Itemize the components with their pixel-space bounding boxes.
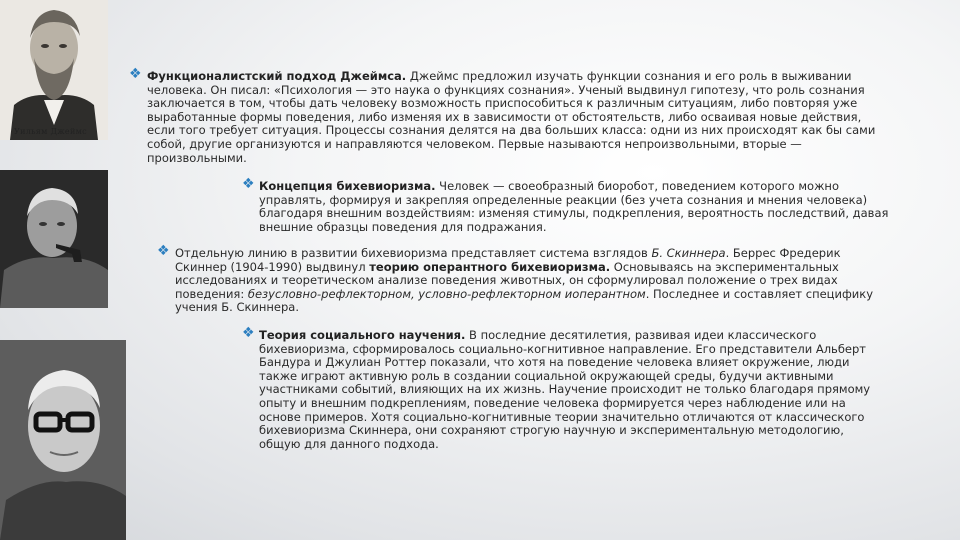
block-text: . Беррес Фредерик Скиннер (1904-1990) выдвинул [175,246,841,274]
bullet-icon: ❖ [242,325,255,341]
text-block-james [147,70,892,165]
block-heading: Концепция бихевиоризма. [259,179,436,193]
bullet-icon: ❖ [242,176,255,192]
bullet-icon: ❖ [129,66,142,82]
portrait-skinner [0,340,126,540]
skinner-name: Б. Скиннера [651,246,726,260]
block-text: В последние десятилетия, развивая идеи классического бихевиоризма, сформировалось социально-когнитивное направление. Его представители Альберт Бандура и Джулиан Роттер показали, что хотя на поведение человека влияет окружение, люди также играют активную роль в создании социальной окружающей среды, будучи активными участниками событий, влияющих на их жизнь. Научение происходит не только благодаря прямому опыту и внешним подкреплениям, поведение человека формируется через наблюдение или на основе примеров. Хотя социально-когнитивные теории значительно отличаются от классического бихевиоризма Скиннера, они сохраняют строгую научную и экспериментальную методологию, общую для данного подхода. [259,328,871,451]
text-block-social-learning [259,329,879,451]
portrait-skinner-image [0,340,126,540]
block-text: Человек — своеобразный биоробот, поведением которого можно управлять, формируя и закрепляя определенные реакции (без учета сознания и мнения человека) благодаря внешним воздействиям: изменяя стимулы, подкрепления, вероятность последствий, давая внешние образцы поведения для подражания. [259,179,889,234]
block-text: Джеймс предложил изучать функции сознания и его роль в выживании человека. Он писал: «Психология — это наука о функциях сознания». Ученый выдвинул гипотезу, что роль сознания заключается в том, чтобы дать человеку возможность приспособиться к различным ситуациям, либо повторяя уже выработанные формы поведения, либо изменяя их в зависимости от обстоятельств, либо осваивая новые действия, если того требует ситуация. Процессы сознания делятся на два больших класса: одни из них происходят как бы сами собой, другие организуются и направляются человеком. Первые называются непроизвольными, вторые — произвольными. [147,69,876,165]
text-block-skinner [175,247,895,315]
portrait-watson [0,170,108,308]
block-text: Отдельную линию в развитии бихевиоризма представляет система взглядов [175,246,652,260]
portrait-watson-image [0,170,108,308]
operant-theory-term: теорию оперантного бихевиоризма. [369,259,611,274]
portrait-caption-james: Уильям Джеймс [14,127,87,136]
behavior-types: безусловно-рефлекторном, условно-рефлекторном иоперантном [247,286,646,301]
bullet-icon: ❖ [157,243,170,259]
portrait-william-james [0,0,108,140]
block-text: Основываясь на экспериментальных исследованиях и теоретическом анализе поведения животных, он сформулировал положение о трех видах поведения: [175,259,839,301]
block-heading: Функционалистский подход Джеймса. [147,69,407,83]
portrait-james-image [0,0,108,140]
block-heading: Теория социального научения. [259,328,466,342]
text-block-behaviorism [259,180,909,234]
block-text: . Последнее и составляет специфику учения Б. Скиннера. [175,286,874,315]
